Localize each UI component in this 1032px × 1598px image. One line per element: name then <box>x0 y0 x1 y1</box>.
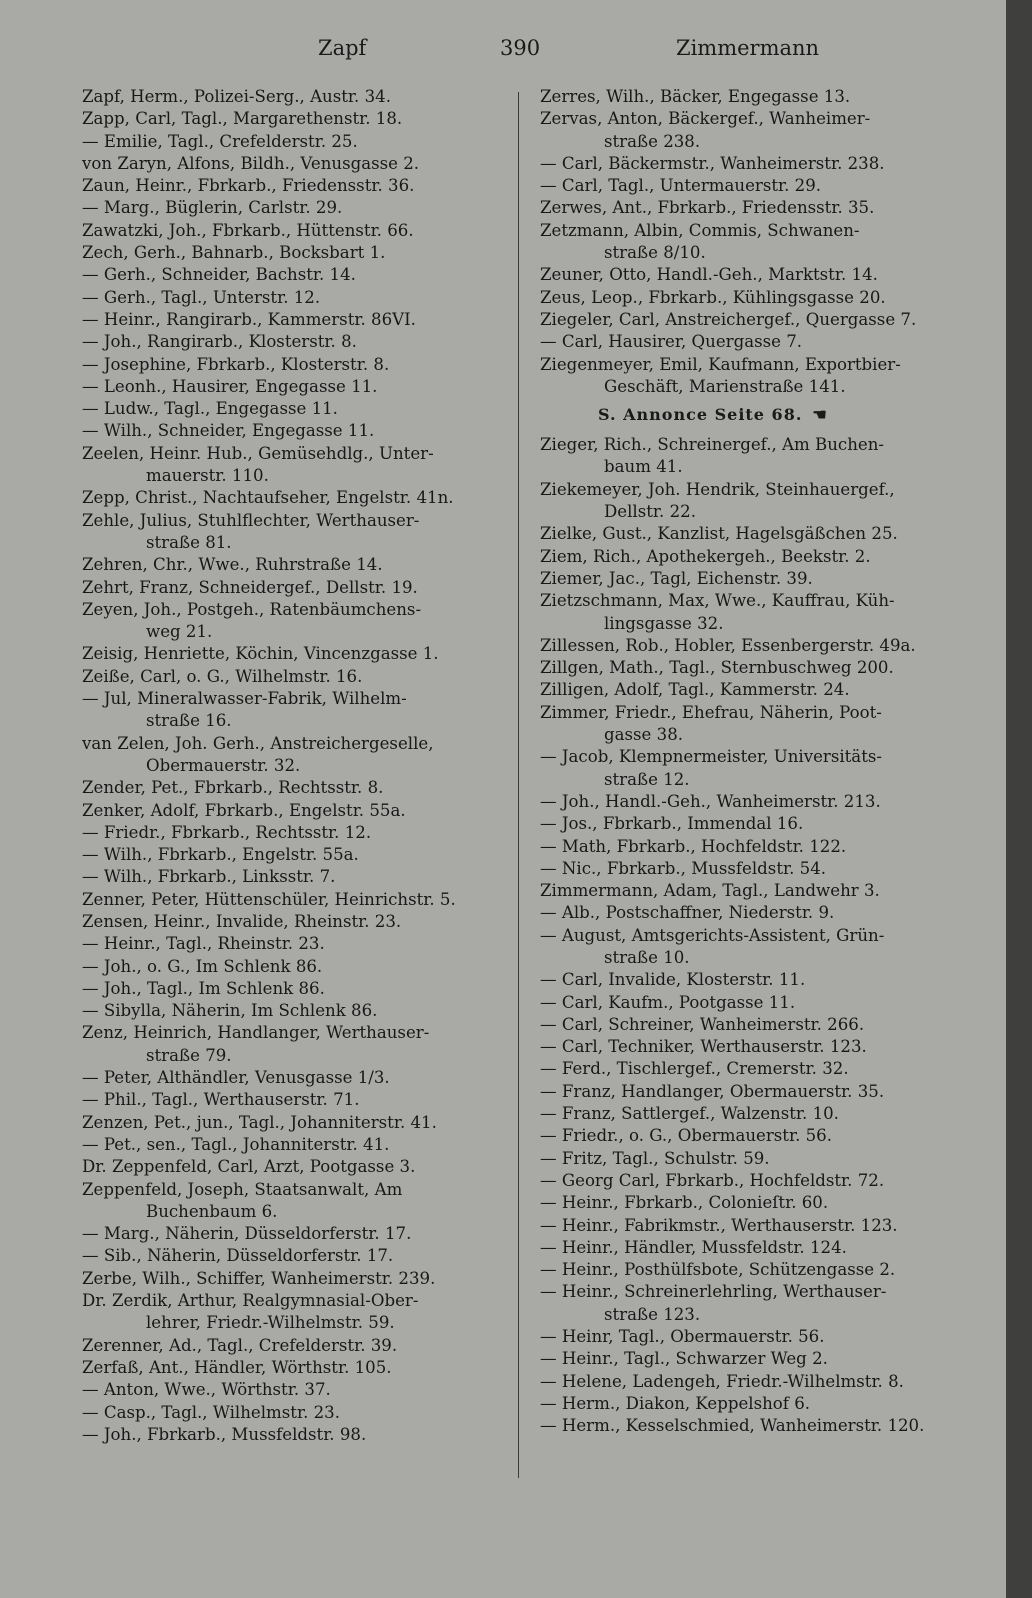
entry-line: Zeyen, Joh., Postgeh., Ratenbäumchens- <box>82 599 422 619</box>
entry-line: — Carl, Tagl., Untermauerstr. 29. <box>540 176 822 196</box>
directory-entry <box>540 590 960 635</box>
directory-entry <box>82 153 500 175</box>
entry-line: — Emilie, Tagl., Crefelderstr. 25. <box>82 131 358 151</box>
directory-entry <box>540 354 960 399</box>
directory-entry <box>540 197 960 219</box>
entry-continuation: straße 81. <box>146 532 232 552</box>
entry-continuation: Buchenbaum 6. <box>146 1201 278 1221</box>
directory-entry <box>540 902 960 924</box>
entry-line: Zapf, Herm., Polizei-Serg., Austr. 34. <box>82 87 391 106</box>
entry-line: — Alb., Postschaffner, Niederstr. 9. <box>540 903 835 923</box>
directory-entry <box>82 733 500 778</box>
directory-entry <box>82 220 500 242</box>
entry-line: Zenker, Adolf, Fbrkarb., Engelstr. 55a. <box>82 800 406 820</box>
directory-entry <box>82 398 500 420</box>
entry-line: Zeuner, Otto, Handl.-Geh., Marktstr. 14. <box>540 265 878 285</box>
entry-line: Zetzmann, Albin, Commis, Schwanen- <box>540 220 860 240</box>
annonce-notice <box>540 400 960 430</box>
directory-entry <box>82 1000 500 1022</box>
entry-line: Zensen, Heinr., Invalide, Rheinstr. 23. <box>82 911 402 931</box>
entry-line: — Marg., Näherin, Düsseldorferstr. 17. <box>82 1224 412 1244</box>
entry-continuation: lehrer, Friedr.-Wilhelmstr. 59. <box>146 1313 395 1333</box>
entry-line: Zehle, Julius, Stuhlflechter, Werthauser- <box>82 510 420 530</box>
entry-line: — Pet., sen., Tagl., Johanniterstr. 41. <box>82 1134 390 1154</box>
entry-line: — Leonh., Hausirer, Engegasse 11. <box>82 376 378 396</box>
entry-line: — Josephine, Fbrkarb., Klosterstr. 8. <box>82 354 390 374</box>
entry-continuation: straße 12. <box>604 769 690 789</box>
directory-entry <box>540 1148 960 1170</box>
entry-line: Ziegenmeyer, Emil, Kaufmann, Exportbier- <box>540 354 901 374</box>
directory-entry <box>540 1393 960 1415</box>
header-right-guide-word: Zimmermann <box>676 36 820 60</box>
entry-line: Ziekemeyer, Joh. Hendrik, Steinhauergef., <box>540 479 895 499</box>
entry-line: — Heinr., Händler, Mussfeldstr. 124. <box>540 1237 847 1257</box>
directory-entry <box>540 969 960 991</box>
directory-entry <box>82 1156 500 1178</box>
entry-line: Zillessen, Rob., Hobler, Essenbergerstr. 49a. <box>540 635 916 655</box>
right-column <box>540 86 960 1438</box>
entry-line: — Jos., Fbrkarb., Immendal 16. <box>540 814 804 834</box>
right-column-lower <box>540 434 960 1437</box>
entry-line: — Nic., Fbrkarb., Mussfeldstr. 54. <box>540 858 827 878</box>
directory-entry <box>82 1357 500 1379</box>
entry-line: Zerenner, Ad., Tagl., Crefelderstr. 39. <box>82 1335 398 1355</box>
entry-continuation: straße 123. <box>604 1304 701 1324</box>
entry-line: Ziegeler, Carl, Anstreichergef., Quergasse 7. <box>540 309 917 329</box>
directory-entry <box>540 1215 960 1237</box>
directory-entry <box>82 264 500 286</box>
entry-line: Zapp, Carl, Tagl., Margarethenstr. 18. <box>82 109 403 129</box>
entry-line: — Joh., Fbrkarb., Mussfeldstr. 98. <box>82 1424 367 1444</box>
directory-entry <box>540 791 960 813</box>
column-divider <box>518 92 519 1478</box>
entry-continuation: baum 41. <box>604 457 683 477</box>
directory-entry <box>82 1223 500 1245</box>
directory-entry <box>540 858 960 880</box>
directory-entry <box>82 956 500 978</box>
entry-line: Ziem, Rich., Apothekergeh., Beekstr. 2. <box>540 546 871 566</box>
directory-entry <box>82 1245 500 1267</box>
directory-entry <box>540 568 960 590</box>
entry-line: — Friedr., o. G., Obermauerstr. 56. <box>540 1126 833 1146</box>
directory-entry <box>82 822 500 844</box>
directory-entry <box>82 866 500 888</box>
entry-line: Zillgen, Math., Tagl., Sternbuschweg 200. <box>540 658 894 678</box>
directory-entry <box>540 1192 960 1214</box>
entry-line: — Joh., Handl.-Geh., Wanheimerstr. 213. <box>540 791 881 811</box>
page-number: 390 <box>500 36 541 60</box>
entry-line: — Fritz, Tagl., Schulstr. 59. <box>540 1148 770 1168</box>
directory-entry <box>540 86 960 108</box>
entry-line: Zehren, Chr., Wwe., Ruhrstraße 14. <box>82 555 383 575</box>
entry-line: Zimmer, Friedr., Ehefrau, Näherin, Poot- <box>540 702 882 722</box>
entry-line: — Friedr., Fbrkarb., Rechtsstr. 12. <box>82 822 372 842</box>
directory-entry <box>82 1268 500 1290</box>
directory-entry <box>540 657 960 679</box>
directory-entry <box>540 546 960 568</box>
directory-entry <box>82 1089 500 1111</box>
directory-entry <box>82 1067 500 1089</box>
directory-entry <box>82 287 500 309</box>
entry-line: Zerfaß, Ant., Händler, Wörthstr. 105. <box>82 1357 392 1377</box>
directory-entry <box>540 746 960 791</box>
directory-entry <box>82 487 500 509</box>
directory-entry <box>82 911 500 933</box>
entry-line: — Carl, Techniker, Werthauserstr. 123. <box>540 1037 867 1057</box>
entry-line: Zerwes, Ant., Fbrkarb., Friedensstr. 35. <box>540 198 875 218</box>
entry-line: Zenzen, Pet., jun., Tagl., Johanniterstr. 41. <box>82 1112 437 1132</box>
directory-entry <box>82 978 500 1000</box>
entry-line: Zech, Gerh., Bahnarb., Bocksbart 1. <box>82 243 386 263</box>
directory-entry <box>540 1036 960 1058</box>
entry-line: — Phil., Tagl., Werthauserstr. 71. <box>82 1090 360 1110</box>
directory-entry <box>82 844 500 866</box>
directory-entry <box>540 1103 960 1125</box>
directory-entry <box>540 1259 960 1281</box>
directory-entry <box>540 813 960 835</box>
directory-entry <box>82 1179 500 1224</box>
directory-entry <box>82 242 500 264</box>
entry-line: — Peter, Althändler, Venusgasse 1/3. <box>82 1068 390 1088</box>
directory-entry <box>82 1379 500 1401</box>
directory-entry <box>540 880 960 902</box>
entry-line: — Franz, Sattlergef., Walzenstr. 10. <box>540 1104 839 1124</box>
entry-line: Zeppenfeld, Joseph, Staatsanwalt, Am <box>82 1179 403 1199</box>
entry-line: — Herm., Kesselschmied, Wanheimerstr. 120. <box>540 1416 925 1436</box>
entry-line: — Gerh., Tagl., Unterstr. 12. <box>82 287 321 307</box>
entry-line: Zenz, Heinrich, Handlanger, Werthauser- <box>82 1023 430 1043</box>
entry-line: von Zaryn, Alfons, Bildh., Venusgasse 2. <box>82 153 420 173</box>
annonce-notice-text: S. Annonce Seite 68. <box>598 405 803 425</box>
entry-line: — Math, Fbrkarb., Hochfeldstr. 122. <box>540 836 847 856</box>
entry-line: Zender, Pet., Fbrkarb., Rechtsstr. 8. <box>82 778 384 798</box>
entry-line: — August, Amtsgerichts-Assistent, Grün- <box>540 925 885 945</box>
entry-line: Zietzschmann, Max, Wwe., Kauffrau, Küh- <box>540 591 895 611</box>
entry-continuation: weg 21. <box>146 622 213 642</box>
pointing-hand-icon: ☚ <box>812 405 828 425</box>
directory-entry <box>540 523 960 545</box>
entry-continuation: straße 10. <box>604 947 690 967</box>
entry-line: — Carl, Hausirer, Quergasse 7. <box>540 332 803 352</box>
directory-entry <box>82 777 500 799</box>
entry-line: — Casp., Tagl., Wilhelmstr. 23. <box>82 1402 341 1422</box>
page-edge <box>1006 0 1032 1598</box>
entry-line: Zeiße, Carl, o. G., Wilhelmstr. 16. <box>82 666 363 686</box>
entry-line: Dr. Zeppenfeld, Carl, Arzt, Pootgasse 3. <box>82 1157 416 1177</box>
entry-line: Dr. Zerdik, Arthur, Realgymnasial-Ober- <box>82 1291 419 1311</box>
directory-entry <box>540 1081 960 1103</box>
directory-entry <box>540 635 960 657</box>
directory-entry <box>540 836 960 858</box>
directory-entry <box>82 577 500 599</box>
directory-entry <box>82 331 500 353</box>
entry-continuation: straße 8/10. <box>604 243 706 263</box>
directory-entry <box>540 702 960 747</box>
directory-entry <box>540 331 960 353</box>
entry-line: Zieger, Rich., Schreinergef., Am Buchen- <box>540 435 884 455</box>
directory-entry <box>82 1290 500 1335</box>
entry-line: — Carl, Bäckermstr., Wanheimerstr. 238. <box>540 153 885 173</box>
entry-line: Zawatzki, Joh., Fbrkarb., Hüttenstr. 66. <box>82 220 414 240</box>
directory-entry <box>540 1058 960 1080</box>
entry-line: — Heinr., Fbrkarb., Colonieſtr. 60. <box>540 1193 829 1213</box>
entry-line: — Helene, Ladengeh, Friedr.-Wilhelmstr. 8. <box>540 1371 904 1391</box>
directory-entry <box>82 1424 500 1446</box>
entry-line: Zielke, Gust., Kanzlist, Hagelsgäßchen 25. <box>540 524 898 544</box>
directory-entry <box>82 800 500 822</box>
directory-entry <box>82 510 500 555</box>
entry-line: — Joh., Tagl., Im Schlenk 86. <box>82 978 325 998</box>
directory-entry <box>82 1402 500 1424</box>
directory-entry <box>540 1237 960 1259</box>
directory-entry <box>540 1170 960 1192</box>
entry-line: — Wilh., Fbrkarb., Engelstr. 55a. <box>82 845 359 865</box>
directory-entry <box>540 309 960 331</box>
directory-entry <box>82 599 500 644</box>
directory-entry <box>82 1022 500 1067</box>
directory-entry <box>540 479 960 524</box>
directory-entry <box>540 434 960 479</box>
entry-continuation: mauerstr. 110. <box>146 466 269 486</box>
entry-line: — Jacob, Klempnermeister, Universitäts- <box>540 747 882 767</box>
directory-entry <box>540 679 960 701</box>
page-header <box>0 36 1000 72</box>
entry-line: — Georg Carl, Fbrkarb., Hochfeldstr. 72. <box>540 1170 885 1190</box>
entry-line: Zerres, Wilh., Bäcker, Engegasse 13. <box>540 87 851 106</box>
directory-entry <box>82 309 500 331</box>
directory-entry <box>82 554 500 576</box>
entry-continuation: straße 238. <box>604 131 701 151</box>
directory-entry <box>540 108 960 153</box>
entry-line: Zerbe, Wilh., Schiffer, Wanheimerstr. 239. <box>82 1268 436 1288</box>
entry-line: Zeisig, Henriette, Köchin, Vincenzgasse 1. <box>82 644 439 664</box>
directory-entry <box>540 1371 960 1393</box>
entry-line: — Wilh., Fbrkarb., Linksstr. 7. <box>82 867 336 887</box>
entry-line: Zenner, Peter, Hüttenschüler, Heinrichstr. 5. <box>82 889 456 909</box>
directory-entry <box>540 925 960 970</box>
entry-line: van Zelen, Joh. Gerh., Anstreichergeselle, <box>82 733 434 753</box>
entry-line: Zehrt, Franz, Schneidergef., Dellstr. 19. <box>82 577 418 597</box>
directory-entry <box>540 264 960 286</box>
directory-entry <box>540 220 960 265</box>
directory-entry <box>540 1326 960 1348</box>
entry-line: — Heinr., Fabrikmstr., Werthauserstr. 123. <box>540 1215 898 1235</box>
entry-line: — Ferd., Tischlergef., Cremerstr. 32. <box>540 1059 849 1079</box>
header-left-guide-word: Zapf <box>318 36 367 60</box>
directory-entry <box>82 443 500 488</box>
directory-entry <box>540 1348 960 1370</box>
entry-continuation: straße 16. <box>146 711 232 731</box>
directory-entry <box>540 153 960 175</box>
directory-entry <box>82 197 500 219</box>
entry-continuation: Geschäft, Marienstraße 141. <box>604 376 846 396</box>
directory-entry <box>82 1134 500 1156</box>
entry-line: — Jul, Mineralwasser-Fabrik, Wilhelm- <box>82 689 407 709</box>
entry-continuation: lingsgasse 32. <box>604 613 724 633</box>
entry-line: — Sib., Näherin, Düsseldorferstr. 17. <box>82 1246 394 1266</box>
entry-continuation: straße 79. <box>146 1045 232 1065</box>
entry-line: — Carl, Invalide, Klosterstr. 11. <box>540 970 806 990</box>
directory-entry <box>540 1014 960 1036</box>
right-column-upper <box>540 86 960 398</box>
entry-line: Zepp, Christ., Nachtaufseher, Engelstr. 41n. <box>82 488 454 508</box>
directory-entry <box>540 287 960 309</box>
entry-line: Zaun, Heinr., Fbrkarb., Friedensstr. 36. <box>82 176 415 196</box>
entry-line: — Ludw., Tagl., Engegasse 11. <box>82 399 338 419</box>
entry-line: Zeus, Leop., Fbrkarb., Kühlingsgasse 20. <box>540 287 886 307</box>
entry-line: — Herm., Diakon, Keppelshof 6. <box>540 1393 811 1413</box>
entry-line: — Anton, Wwe., Wörthstr. 37. <box>82 1380 331 1400</box>
entry-line: — Heinr., Rangirarb., Kammerstr. 86VI. <box>82 309 416 329</box>
entry-line: — Heinr., Tagl., Rheinstr. 23. <box>82 934 325 954</box>
entry-line: — Sibylla, Näherin, Im Schlenk 86. <box>82 1001 378 1021</box>
directory-entry <box>540 1281 960 1326</box>
entry-line: — Gerh., Schneider, Bachstr. 14. <box>82 265 356 285</box>
directory-entry <box>82 643 500 665</box>
directory-entry <box>82 666 500 688</box>
directory-entry <box>82 1112 500 1134</box>
directory-entry <box>82 933 500 955</box>
directory-entry <box>82 889 500 911</box>
directory-entry <box>540 175 960 197</box>
entry-continuation: Obermauerstr. 32. <box>146 755 301 775</box>
directory-entry <box>82 688 500 733</box>
entry-line: — Carl, Schreiner, Wanheimerstr. 266. <box>540 1014 865 1034</box>
entry-line: Zimmermann, Adam, Tagl., Landwehr 3. <box>540 881 880 901</box>
directory-entry <box>82 354 500 376</box>
entry-line: — Heinr., Tagl., Schwarzer Weg 2. <box>540 1349 828 1369</box>
entry-line: Zervas, Anton, Bäckergef., Wanheimer- <box>540 109 871 129</box>
directory-entry <box>82 131 500 153</box>
directory-entry <box>540 1125 960 1147</box>
directory-entry <box>82 420 500 442</box>
entry-line: — Marg., Büglerin, Carlstr. 29. <box>82 198 343 218</box>
directory-entry <box>82 376 500 398</box>
directory-entry <box>82 108 500 130</box>
entry-continuation: gasse 38. <box>604 725 684 745</box>
directory-entry <box>82 175 500 197</box>
entry-line: — Franz, Handlanger, Obermauerstr. 35. <box>540 1081 885 1101</box>
entry-line: Zeelen, Heinr. Hub., Gemüsehdlg., Unter- <box>82 443 434 463</box>
entry-line: Zilligen, Adolf, Tagl., Kammerstr. 24. <box>540 680 850 700</box>
entry-continuation: Dellstr. 22. <box>604 502 696 522</box>
directory-entry <box>540 992 960 1014</box>
entry-line: — Heinr., Schreinerlehrling, Werthauser- <box>540 1282 887 1302</box>
entry-line: — Heinr., Posthülfsbote, Schützengasse 2. <box>540 1260 896 1280</box>
entry-line: — Heinr, Tagl., Obermauerstr. 56. <box>540 1327 825 1347</box>
entry-line: — Carl, Kaufm., Pootgasse 11. <box>540 992 796 1012</box>
entry-line: Ziemer, Jac., Tagl, Eichenstr. 39. <box>540 568 813 588</box>
entry-line: — Wilh., Schneider, Engegasse 11. <box>82 421 375 441</box>
directory-entry <box>540 1415 960 1437</box>
left-column <box>82 86 500 1446</box>
directory-entry <box>82 86 500 108</box>
entry-line: — Joh., o. G., Im Schlenk 86. <box>82 956 323 976</box>
directory-entry <box>82 1335 500 1357</box>
entry-line: — Joh., Rangirarb., Klosterstr. 8. <box>82 332 357 352</box>
